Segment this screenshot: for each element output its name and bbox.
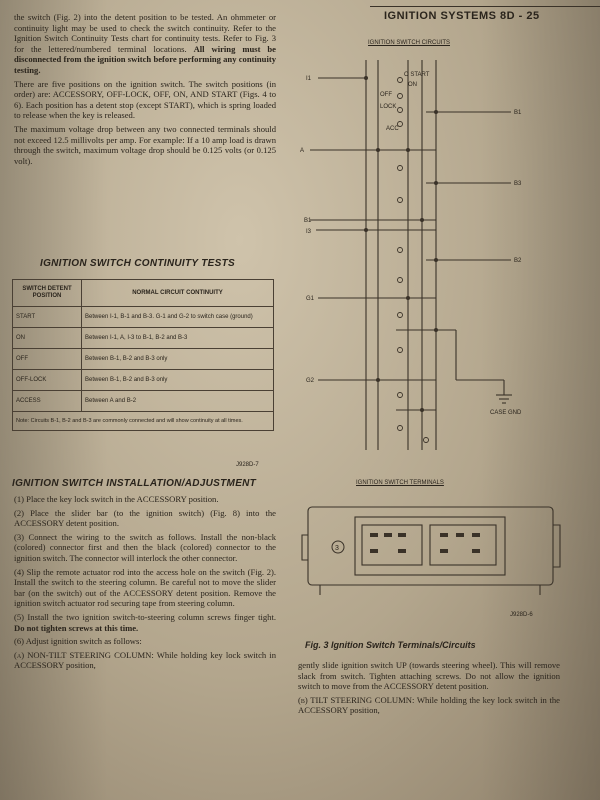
step: (1) Place the key lock switch in the ACCESSORY position.: [14, 494, 219, 504]
paragraph: (b) TILT STEERING COLUMN: While holding the key lock switch in the ACCESSORY position,: [298, 694, 560, 716]
install-title: IGNITION SWITCH INSTALLATION/ADJUSTMENT: [12, 478, 257, 489]
terminal-callout: 3: [335, 545, 339, 552]
step: (6) Adjust ignition switch as follows:: [14, 636, 142, 647]
page-header: [370, 6, 600, 26]
cell-position: START: [13, 307, 82, 328]
step: (5) Install the two ignition switch-to-steering column screws finger tight. Do not tighten screws at this time.: [14, 611, 276, 633]
cell-position: ACCESS: [13, 391, 82, 412]
step: (4) Slip the remote actuator rod into the access hole on the switch (Fig. 2). Install the switch to the steering column. Be careful not to move the slider bar (on the switch) out of the ACCESSORY detent position. Remove the ignition switch actuator rod securing tape from steering column.: [14, 566, 276, 609]
install-text: [14, 494, 276, 674]
warning-text: All wiring must be disconnected from the ignition switch before performing any continuity testing.: [14, 43, 276, 75]
label-b2: B2: [514, 258, 522, 264]
continuity-table: [12, 279, 274, 431]
col-header-continuity: NORMAL CIRCUIT CONTINUITY: [82, 280, 274, 307]
table-row: [13, 391, 274, 412]
table-row: [13, 328, 274, 349]
paragraph: gently slide ignition switch UP (towards steering wheel). This will remove slack from switch. Tighten attaching screws. Do not allow the ignition switch to move from the ACCESSORY detent position.: [298, 660, 560, 692]
table-fig-code: J928D-7: [236, 462, 259, 468]
label-b3: B3: [514, 181, 522, 187]
col-header-position: SWITCH DETENT POSITION: [13, 280, 82, 307]
table-row: [13, 370, 274, 391]
table-note: Note: Circuits B-1, B-2 and B-3 are commonly connected and will show continuity at all times.: [13, 412, 274, 431]
figure-code: J928D-6: [510, 612, 533, 618]
cell-continuity: Between B-1, B-2 and B-3 only: [82, 349, 274, 370]
label-b: B1: [304, 218, 312, 224]
intro-text: [14, 12, 276, 169]
label-i3: I3: [306, 229, 312, 235]
table-note-row: [13, 412, 274, 431]
label-g1: G1: [306, 296, 315, 302]
cell-position: ON: [13, 328, 82, 349]
step: (a) NON-TILT STEERING COLUMN: While holding key lock switch in ACCESSORY position,: [14, 649, 276, 671]
label-start: O START: [404, 72, 430, 78]
label-g2: G2: [306, 378, 315, 384]
step: (3) Connect the wiring to the switch as follows. Install the non-black (colored) connector first and then the black (colored) connector to the ignition switch. The connector will interlock the other connector.: [14, 531, 276, 563]
label-case-gnd: CASE GND: [490, 410, 522, 416]
label-b1: B1: [514, 110, 522, 116]
step-warning: Do not tighten screws at this time.: [14, 622, 139, 633]
circuit-diagram: [296, 50, 536, 470]
step-lead: (a) NON-TILT STEERING COLUMN:: [14, 649, 154, 660]
table-row: [13, 349, 274, 370]
cell-continuity: Between A and B-2: [82, 391, 274, 412]
circuits-label: IGNITION SWITCH CIRCUITS: [368, 40, 450, 46]
cell-position: OFF-LOCK: [13, 370, 82, 391]
label-i1: I1: [306, 76, 312, 82]
continued-text: [298, 660, 560, 719]
table-header-row: [13, 280, 274, 307]
cell-position: OFF: [13, 349, 82, 370]
cell-continuity: Between I-1, A, I-3 to B-1, B-2 and B-3: [82, 328, 274, 349]
header-rule: [370, 6, 600, 7]
paragraph: There are five positions on the ignition switch. The switch positions (in order) are: ACCESSORY, OFF-LOCK, OFF, ON, AND START (Figs. 4 to 6). Each position has a detent stop (except START), which is spring loaded to release when the key is released.: [14, 78, 276, 121]
section-title: IGNITION SYSTEMS: [384, 10, 497, 22]
paragraph: The maximum voltage drop between any two connected terminals should not exceed 12.5 millivolts per amp. For example: If a 10 amp load is drawn through the switch, maximum voltage drop should be 0.125 volts (or 0.125 volt).: [14, 123, 276, 166]
step-lead: (b) TILT STEERING COLUMN:: [298, 694, 415, 705]
cell-continuity: Between B-1, B-2 and B-3 only: [82, 370, 274, 391]
cell-continuity: Between I-1, B-1 and B-3. G-1 and G-2 to switch case (ground): [82, 307, 274, 328]
figure-caption: Fig. 3 Ignition Switch Terminals/Circuits: [305, 640, 476, 650]
page-number: 8D - 25: [500, 10, 540, 22]
label-on: ON: [408, 82, 417, 88]
table-row: [13, 307, 274, 328]
terminals-label: IGNITION SWITCH TERMINALS: [356, 480, 444, 486]
label-a: A: [300, 148, 305, 154]
continuity-title: IGNITION SWITCH CONTINUITY TESTS: [40, 258, 235, 269]
label-lock: LOCK: [380, 104, 397, 110]
step: (2) Place the slider bar (to the ignition switch) (Fig. 8) into the ACCESSORY detent position.: [14, 507, 276, 529]
paragraph: the switch (Fig. 2) into the detent position to be tested. An ohmmeter or continuity light may be used to check the switch continuity. Refer to the Ignition Switch Continuity Tests chart for continuity tests. Refer to Fig. 3 for the lettered/numbered terminal locations. All wiring must be disconnected from the ignition switch before performing any continuity testing.: [14, 12, 276, 75]
terminals-drawing: [300, 495, 562, 605]
label-acc: ACC: [386, 126, 399, 132]
label-off: OFF: [380, 92, 392, 98]
